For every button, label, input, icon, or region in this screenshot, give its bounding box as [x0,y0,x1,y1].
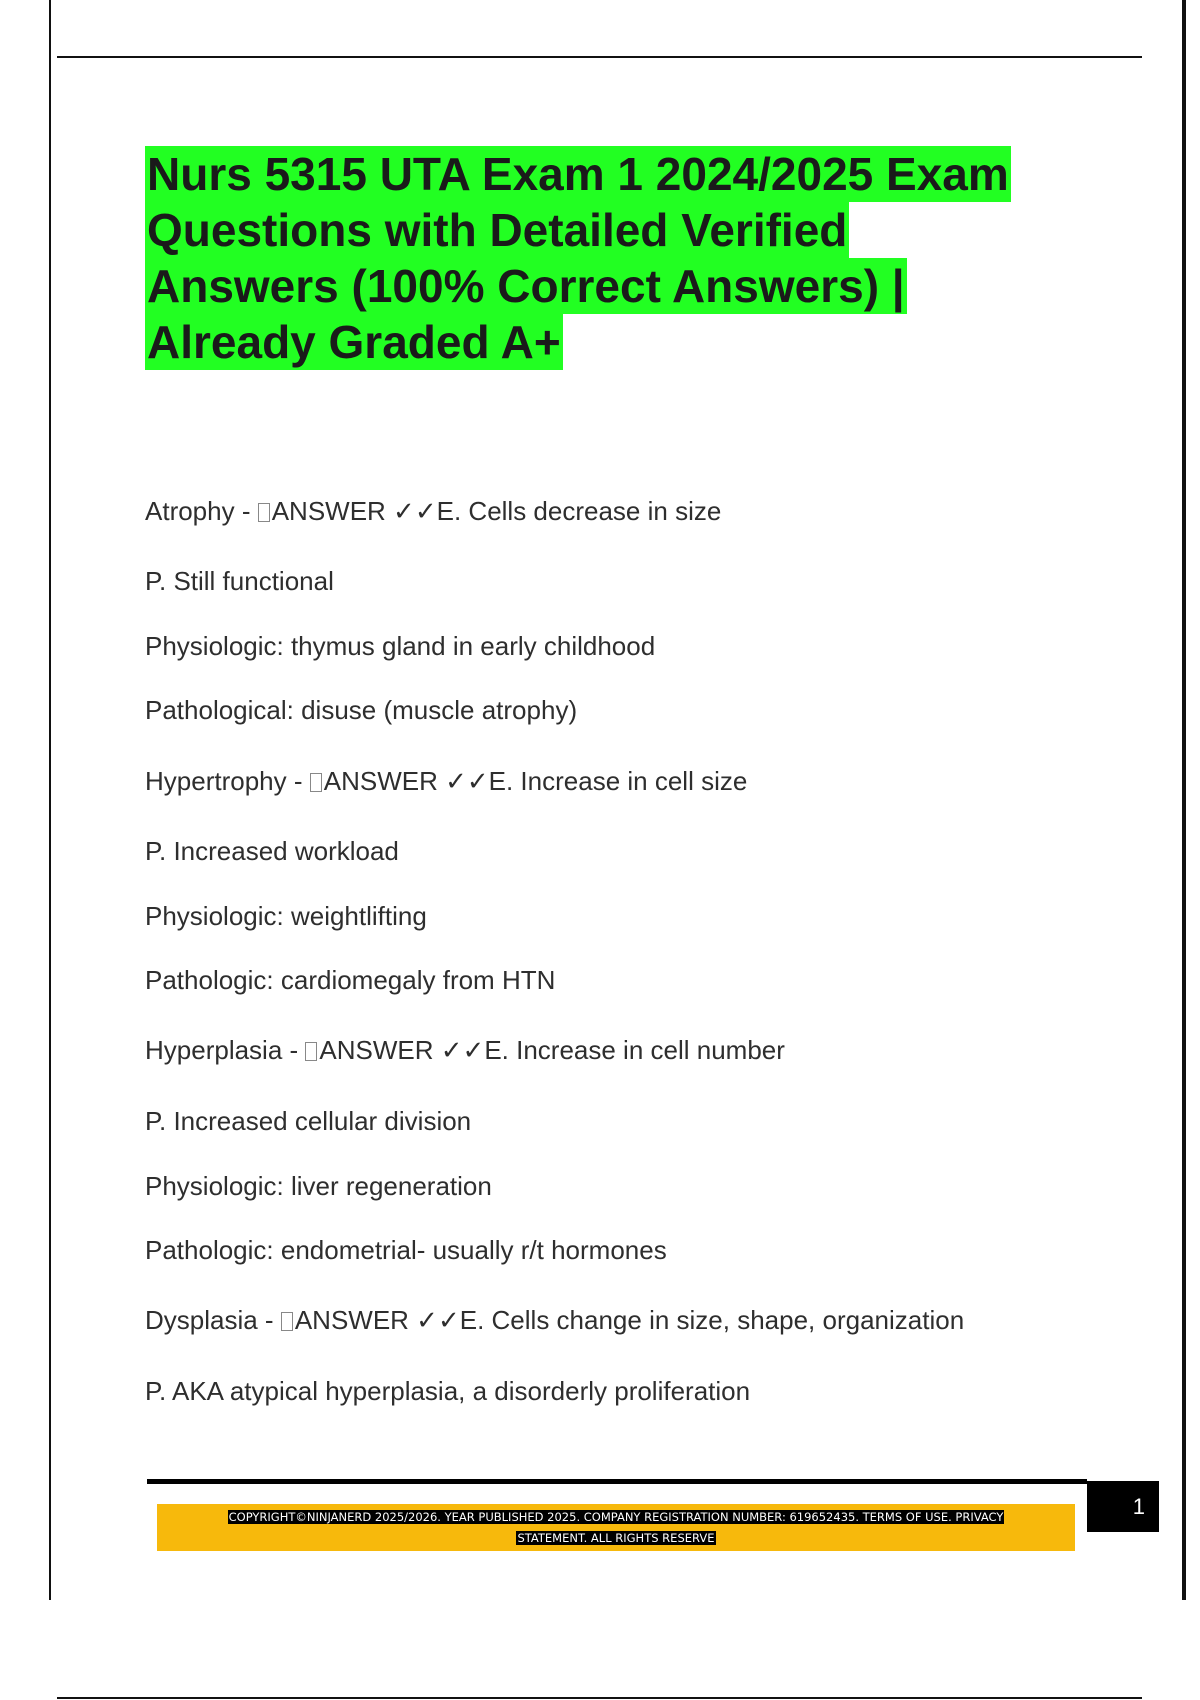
entry-term: Hyperplasia - [145,1035,306,1065]
entry-detail: P. AKA atypical hyperplasia, a disorderly proliferation [145,1376,751,1406]
footer-rule [147,1479,1087,1484]
entry-hypertrophy [145,766,747,796]
copyright-notice [168,1507,1064,1549]
entry-detail: Physiologic: thymus gland in early childhood [145,631,656,661]
entry-term: Atrophy - [145,496,258,526]
entry-term: Hypertrophy - [145,766,310,796]
missing-glyph-icon [258,503,270,522]
page-number: 1 [1087,1481,1159,1532]
entry-detail: Pathological: disuse (muscle atrophy) [145,695,578,725]
title-line-1: Nurs 5315 UTA Exam 1 2024/2025 Exam [147,148,1009,200]
page-left-border [49,0,51,1600]
entry-detail: P. Increased workload [145,836,399,866]
entry-answer: ANSWER ✓✓E. Cells decrease in size [271,496,722,526]
entry-answer: ANSWER ✓✓E. Increase in cell size [323,766,748,796]
entry-detail: P. Still functional [145,566,334,596]
document-title [145,146,1105,370]
entry-detail: Pathologic: endometrial- usually r/t hormones [145,1235,667,1265]
entry-hyperplasia [145,1035,785,1065]
missing-glyph-icon [281,1312,293,1331]
title-line-2: Questions with Detailed Verified [147,204,848,256]
copyright-line-2: STATEMENT. ALL RIGHTS RESERVE [517,1531,715,1545]
entry-detail: P. Increased cellular division [145,1106,472,1136]
page-bottom-rule [57,1697,1142,1699]
entry-dysplasia [145,1305,964,1335]
header-rule [57,56,1142,58]
page-right-border [1182,0,1186,1600]
missing-glyph-icon [310,773,322,792]
entry-answer: ANSWER ✓✓E. Cells change in size, shape, organization [294,1305,965,1335]
entry-answer: ANSWER ✓✓E. Increase in cell number [319,1035,785,1065]
entry-atrophy [145,496,721,526]
entry-detail: Physiologic: liver regeneration [145,1171,492,1201]
title-line-3: Answers (100% Correct Answers) | [147,260,905,312]
entry-term: Dysplasia - [145,1305,281,1335]
title-line-4: Already Graded A+ [147,316,561,368]
missing-glyph-icon [305,1042,317,1061]
copyright-line-1: COPYRIGHT©NINJANERD 2025/2026. YEAR PUBLISHED 2025. COMPANY REGISTRATION NUMBER: 619652435. TERMS OF USE. PRIVACY [228,1510,1004,1524]
entry-detail: Physiologic: weightlifting [145,901,427,931]
entry-detail: Pathologic: cardiomegaly from HTN [145,965,556,995]
